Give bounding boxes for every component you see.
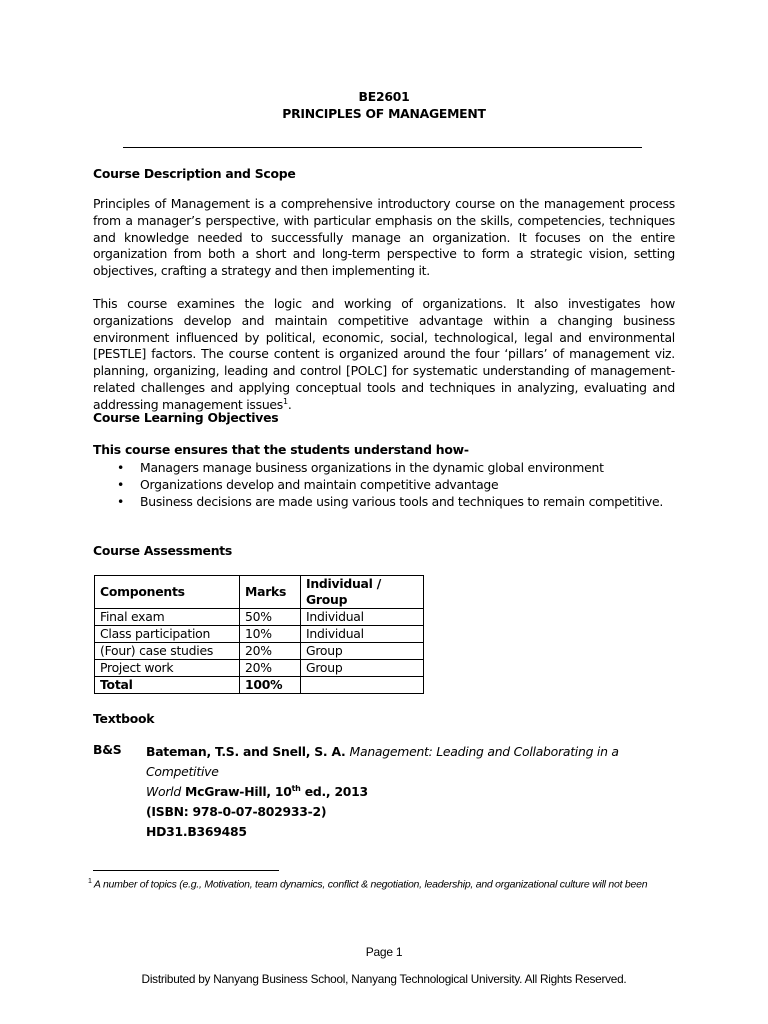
column-header: Components [95,576,240,609]
table-row [95,609,424,626]
table-header-row [95,576,424,609]
table-row [95,643,424,660]
textbook-authors: Bateman, T.S. and Snell, S. A. [146,744,350,759]
table-row [95,660,424,677]
table-cell: Group [301,660,424,677]
description-paragraph-2-text: This course examines the logic and working of organizations. It also investigates how organizations develop and maintain competitive advantage within a changing business environment influenced by political, economic, social, technological, legal and environmental [PESTLE] factors. The course content is organized around the four ‘pillars’ of management viz. planning, organizing, leading and control [POLC] for systematic understanding of management-related challenges and applying conceptual tools and techniques in analyzing, evaluating and addressing management issues [93,296,675,412]
textbook-edition-sup: th [291,783,301,793]
table-total-row [95,677,424,694]
objective-item [93,493,663,510]
column-header: Individual / Group [301,576,424,609]
textbook-reference [146,742,686,842]
table-cell: 100% [240,677,301,694]
footnote [88,878,647,891]
textbook-label: B&S [93,742,122,757]
objective-text: Managers manage business organizations in the dynamic global environment [140,460,604,475]
textbook-line-2 [146,782,686,802]
objective-text: Business decisions are made using various tools and techniques to remain competitive. [140,494,664,509]
assessments-table [94,575,424,694]
table-cell [301,677,424,694]
bullet-icon: • [117,494,125,509]
course-code: BE2601 [358,89,410,104]
table-cell: Individual [301,626,424,643]
bullet-icon: • [117,460,125,475]
footnote-text: A number of topics (e.g., Motivation, team dynamics, conflict & negotiation, leadership, and organizational culture will not been [91,878,648,891]
description-paragraph-2 [93,296,675,414]
bullet-icon: • [117,477,125,492]
objectives-list [93,459,663,510]
textbook-call-number: HD31.B369485 [146,824,247,839]
table-row [95,626,424,643]
footnote-marker: 1 [88,878,92,885]
textbook-title-cont: World [146,784,181,799]
table-cell: (Four) case studies [95,643,240,660]
footnote-separator [93,870,279,871]
table-cell: Group [301,643,424,660]
description-paragraph-2-end: . [287,396,292,412]
table-cell: Final exam [95,609,240,626]
table-cell: Class participation [95,626,240,643]
table-cell: 20% [240,660,301,677]
table-cell: 50% [240,609,301,626]
assessments-heading: Course Assessments [93,543,233,558]
table-cell: Total [95,677,240,694]
objective-item [93,476,663,493]
table-cell: Individual [301,609,424,626]
objective-item [93,459,663,476]
textbook-title: Management: Leading and Collaborating in a Competitive [146,744,619,779]
textbook-publisher: McGraw-Hill, 10 [180,784,292,799]
page-number: Page 1 [365,945,403,959]
objectives-intro: This course ensures that the students understand how- [93,442,469,457]
textbook-heading: Textbook [93,711,155,726]
table-cell: Project work [95,660,240,677]
textbook-line-1 [146,742,686,782]
table-cell: 10% [240,626,301,643]
course-title: PRINCIPLES OF MANAGEMENT [282,106,486,121]
distribution-notice: Distributed by Nanyang Business School, Nanyang Technological University. All Rights Reserved. [141,972,627,986]
column-header: Marks [240,576,301,609]
footnote-reference: 1 [283,396,288,406]
textbook-isbn: (ISBN: 978-0-07-802933-2) [146,804,327,819]
description-paragraph-1: Principles of Management is a comprehensive introductory course on the management process from a manager’s perspective, with particular emphasis on the skills, competencies, techniques and knowledge needed to successfully manage an organization. It focuses on the entire organization from both a short and long-term perspective to form a strategic vision, setting objectives, crafting a strategy and then implementing it. [93,196,675,279]
objective-text: Organizations develop and maintain competitive advantage [140,477,499,492]
description-heading: Course Description and Scope [93,166,296,181]
objectives-heading: Course Learning Objectives [93,410,279,425]
table-cell: 20% [240,643,301,660]
title-underline [123,147,642,148]
textbook-edition: ed., 2013 [300,784,368,799]
